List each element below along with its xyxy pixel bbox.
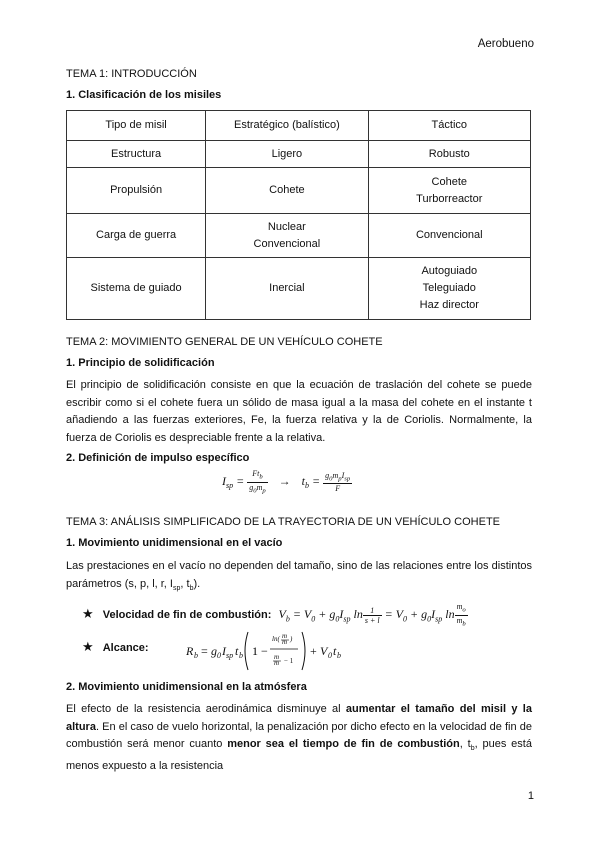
table-cell: Sistema de guiado	[67, 258, 206, 320]
cell-line: Convencional	[253, 237, 321, 250]
table-cell: Propulsión	[67, 168, 206, 214]
eq-symbol: I	[341, 470, 345, 480]
range-equation	[186, 629, 356, 673]
eq-sub: b	[305, 481, 310, 491]
svg-text:sp: sp	[226, 651, 234, 660]
svg-text:t: t	[235, 644, 239, 658]
svg-text:b: b	[194, 651, 198, 660]
text-run: , pues está menos expuesto a la resistencia	[66, 738, 532, 772]
cell-line: Cohete	[431, 175, 468, 188]
svg-text:m: m	[282, 632, 288, 640]
svg-text:=: =	[201, 644, 208, 658]
svg-text:I: I	[222, 644, 226, 658]
tema2-section1-paragraph: El principio de solidificación consiste en que la ecuación de traslación del cohete se puede escribir como si el cohete fuera un sólido de masa igual a la masa del cohete en el instante t añadiendo a las fuerzas exteriores, Fe, la fuerza relativa y la de Coriolis. Normalmente, la fuerza de Coriolis es despreciable frente a la relativa.	[66, 379, 532, 444]
eq-symbol: F	[335, 484, 341, 494]
svg-text:ln(: ln(	[272, 635, 280, 643]
table-cell: Carga de guerra	[67, 214, 206, 258]
cell-line: Teleguiado	[422, 282, 476, 294]
text-sub: b	[189, 584, 194, 592]
table-cell	[206, 214, 368, 258]
tema1-section1-title: 1. Clasificación de los misiles	[66, 89, 222, 101]
table-cell: Ligero	[206, 141, 368, 168]
text-run: , t	[180, 577, 190, 590]
eq-fraction	[247, 469, 267, 495]
svg-text:b: b	[337, 651, 341, 660]
impulse-equation: $I_{sp}$ = $\frac{Ft_b}{g_0m_p}$ → $t_b$ = $\frac{g_0m_pI_{sp}}{F}$	[222, 469, 351, 495]
eq-sub: 0	[253, 487, 257, 495]
svg-text:R: R	[186, 644, 194, 658]
table-cell: Convencional	[368, 214, 530, 258]
tema3-section1-title: 1. Movimiento unidimensional en el vacío	[66, 537, 283, 549]
tema3-section1-paragraph	[66, 558, 532, 597]
tema3-section2-paragraph	[66, 701, 532, 775]
eq-symbol: I	[222, 473, 226, 488]
header-title: Aerobueno	[477, 38, 534, 50]
svg-text:m: m	[274, 653, 280, 661]
text-run: , t	[459, 738, 471, 750]
text-sub: b	[470, 745, 475, 753]
cell-line: Haz director	[419, 299, 479, 311]
svg-text:b: b	[239, 651, 243, 660]
eq-symbol: m	[332, 470, 339, 480]
svg-text:0: 0	[217, 651, 221, 660]
table-cell	[368, 168, 530, 214]
table-cell: Robusto	[368, 141, 530, 168]
velocity-equation: $V_b = V_0 + g_0I_{sp}$ ln $\frac{1}{s + l}$ = $V_0 + g_0I_{sp}$ ln $\frac{m_o}{m_b}$	[278, 602, 466, 628]
table-header-cell: Estratégico (balístico)	[206, 111, 368, 141]
cell-line: Turborreactor	[416, 192, 483, 205]
svg-text:V: V	[320, 644, 328, 658]
eq-symbol: g	[325, 470, 330, 480]
text-sub: sp	[172, 584, 181, 592]
cell-line: Autoguiado	[421, 265, 478, 277]
eq-symbol: Ft	[252, 469, 260, 478]
star-bullet-icon: ★	[82, 639, 94, 654]
text-bold: aumentar el tamaño del misil y la altura	[66, 703, 532, 733]
svg-text:t: t	[333, 644, 337, 658]
cell-line: Nuclear	[267, 220, 306, 233]
bullet-range	[82, 629, 532, 669]
eq-fraction	[323, 471, 352, 494]
table-header-row	[67, 111, 531, 141]
text-run: ).	[193, 577, 201, 590]
tema3-section2-title: 2. Movimiento unidimensional en la atmósfera	[66, 681, 307, 693]
tema1-title: TEMA 1: INTRODUCCIÓN	[66, 68, 197, 80]
page-number: 1	[527, 790, 534, 802]
svg-text:0: 0	[328, 651, 332, 660]
svg-text:): )	[290, 635, 293, 643]
table-header-cell: Tipo de misil	[67, 111, 206, 141]
eq-symbol: t	[301, 473, 306, 488]
table-row	[67, 258, 531, 320]
table-cell	[368, 258, 530, 320]
eq-sub: 0	[329, 475, 333, 483]
table-cell: Cohete	[206, 168, 368, 214]
tema3-title: TEMA 3: ANÁLISIS SIMPLIFICADO DE LA TRAYECTORIA DE UN VEHÍCULO COHETE	[66, 516, 501, 528]
eq-symbol: m	[256, 482, 263, 492]
bullet-label: Alcance:	[102, 642, 149, 654]
tema2-title: TEMA 2: MOVIMIENTO GENERAL DE UN VEHÍCULO COHETE	[66, 336, 383, 348]
eq-sub: sp	[226, 481, 234, 491]
text-run: El efecto de la resistencia aerodinámica disminuye al	[66, 703, 346, 715]
tema2-section2-title: 2. Definición de impulso específico	[66, 452, 250, 464]
eq-sub: p	[338, 475, 342, 483]
table-header-cell: Táctico	[368, 111, 530, 141]
svg-text:m: m	[274, 659, 280, 667]
table-row	[67, 214, 531, 258]
eq-sub: p	[262, 487, 266, 495]
eq-sub: b	[259, 473, 263, 481]
bullet-label: Velocidad de fin de combustión:	[102, 608, 272, 621]
svg-text:− 1: − 1	[284, 657, 294, 665]
missile-table	[66, 110, 531, 320]
eq-symbol: g	[249, 482, 254, 492]
table-row	[67, 168, 531, 214]
star-bullet-icon: ★	[82, 605, 94, 621]
tema2-section1-title: 1. Principio de solidificación	[66, 357, 215, 369]
table-cell: Inercial	[206, 258, 368, 320]
arrow-icon: →	[278, 473, 291, 488]
text-run: Las prestaciones en el vacío no dependen del tamaño, sino de las relaciones entre los distintos parámetros (s, p, l, r, I	[66, 560, 532, 590]
text-bold: menor sea el tiempo de fin de combustión	[227, 738, 460, 750]
table-row	[67, 141, 531, 168]
bullet-velocity	[82, 602, 532, 628]
text-run: . En el caso de vuelo horizontal, la penalización por dicho efecto en la velocidad de fin de combustión será menor cuanto	[66, 720, 532, 750]
svg-text:1 −: 1 −	[252, 644, 268, 658]
table-cell: Estructura	[67, 141, 206, 168]
svg-text:g: g	[211, 644, 217, 658]
eq-sub: sp	[344, 475, 351, 483]
svg-text:+: +	[310, 644, 317, 658]
svg-text:m: m	[282, 638, 288, 646]
